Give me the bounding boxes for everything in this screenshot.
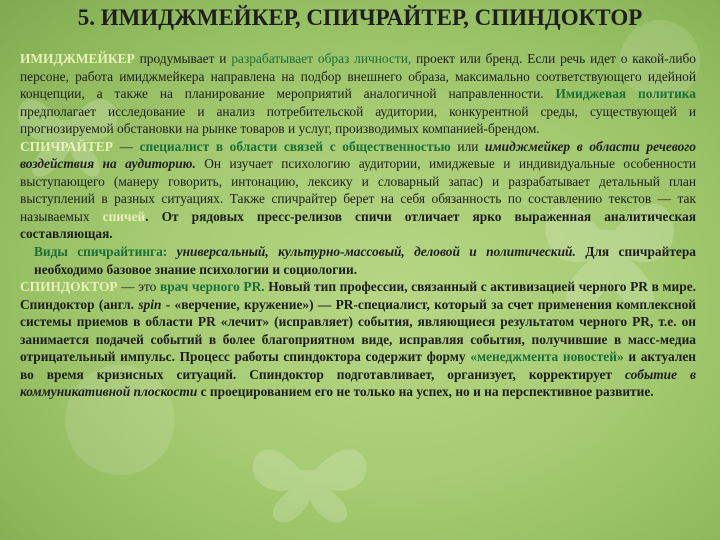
- spindoctor-text-2: - «верчение, кружение») — PR-специалист, который за счет применения комплексной системы приемов в области PR «лечит» (исправляет) события, являющиеся результатом черного PR, т.е. он занимается подачей событий в более благоприятном виде, исправляя события, получившие в масс-медиа отрицательный импульс. Процесс работы спиндоктора содержит форму: [20, 296, 697, 365]
- news-management-term: «менеджмента новостей»: [470, 349, 624, 365]
- image-policy-term: Имиджевая политика: [555, 86, 696, 102]
- spindoctor-term: СПИНДОКТОР: [20, 279, 118, 295]
- butterfly-bottom-icon: [253, 449, 367, 522]
- spindoctor-text-3: и актуален во время кризисных ситуаций. Спиндоктор подготавливает, организует, корректирует: [20, 349, 697, 382]
- speechwriting-types-paragraph: [20, 243, 696, 278]
- speechwriting-types-list: универсальный, культурно-массовый, деловой и политический.: [167, 244, 576, 260]
- speechwriter-dash: —: [112, 138, 140, 154]
- speechwriter-text-1: Он изучает психологию аудитории, имиджевые и индивидуальные особенности выступающего (манеру говорить, интонацию, лексику и словарный запас) и разрабатывает детальный план выступлений в разных ситуациях. Также спичрайтер берет на себя обязанность по составлению текстов — так называемых: [20, 156, 696, 224]
- imagemaker-highlight: разрабатывает образ личности,: [231, 51, 412, 66]
- speechwriting-types-label: Виды спичрайтинга:: [34, 244, 168, 260]
- speechwriter-or: или: [450, 138, 486, 154]
- spin-word: spin: [138, 296, 162, 312]
- slide-title: 5. ИМИДЖМЕЙКЕР, СПИЧРАЙТЕР, СПИНДОКТОР: [77, 5, 643, 30]
- speechwriter-text-2: . От рядовых пресс-релизов спичи отличает ярко выраженная аналитическая составляющая.: [20, 208, 696, 242]
- imagemaker-text-2: проект или бренд. Если речь идет о какой-либо персоне, работа имиджмейкера направлена на подбор внешнего образа, максимально соответствующего идейной концепции, а также на планирование мероприятий аналогичной направленности.: [20, 51, 696, 102]
- imagemaker-paragraph: [20, 50, 696, 138]
- speechwriter-paragraph: [20, 138, 696, 243]
- spindoctor-text-4: с проецированием его не только на успех, но и на перспективное развитие.: [197, 384, 654, 400]
- spindoctor-text-1: Новый тип профессии, связанный с активизацией черного PR в мире. Спиндоктор (англ.: [20, 279, 696, 312]
- spindoctor-paragraph: [20, 278, 696, 401]
- speechwriter-alt-definition: имиджмейкер в области речевого воздействия на аудиторию.: [20, 138, 696, 172]
- imagemaker-text-1: продумывает и: [134, 51, 232, 66]
- imagemaker-text-3: предполагает исследование и анализ потребительской аудитории, конкурентной среды, существующей и прогнозируемой обстановки на рынке товаров и услуг, производимых компанией-брендом.: [20, 103, 696, 137]
- spindoctor-dash: — это: [117, 279, 160, 295]
- speeches-term: спичей: [102, 208, 146, 224]
- speechwriting-types-rest: Для спичрайтера необходимо базовое знание психологии и социологии.: [34, 244, 696, 277]
- communicative-plane-phrase: событие в коммуникативной плоскости: [20, 366, 696, 400]
- speechwriter-term: СПИЧРАЙТЕР: [20, 138, 113, 154]
- slide-body: [20, 50, 696, 401]
- spindoctor-definition: врач черного PR.: [159, 279, 265, 295]
- speechwriter-definition: специалист в области связей с общественностью: [139, 138, 451, 154]
- imagemaker-term: ИМИДЖМЕЙКЕР: [20, 51, 135, 66]
